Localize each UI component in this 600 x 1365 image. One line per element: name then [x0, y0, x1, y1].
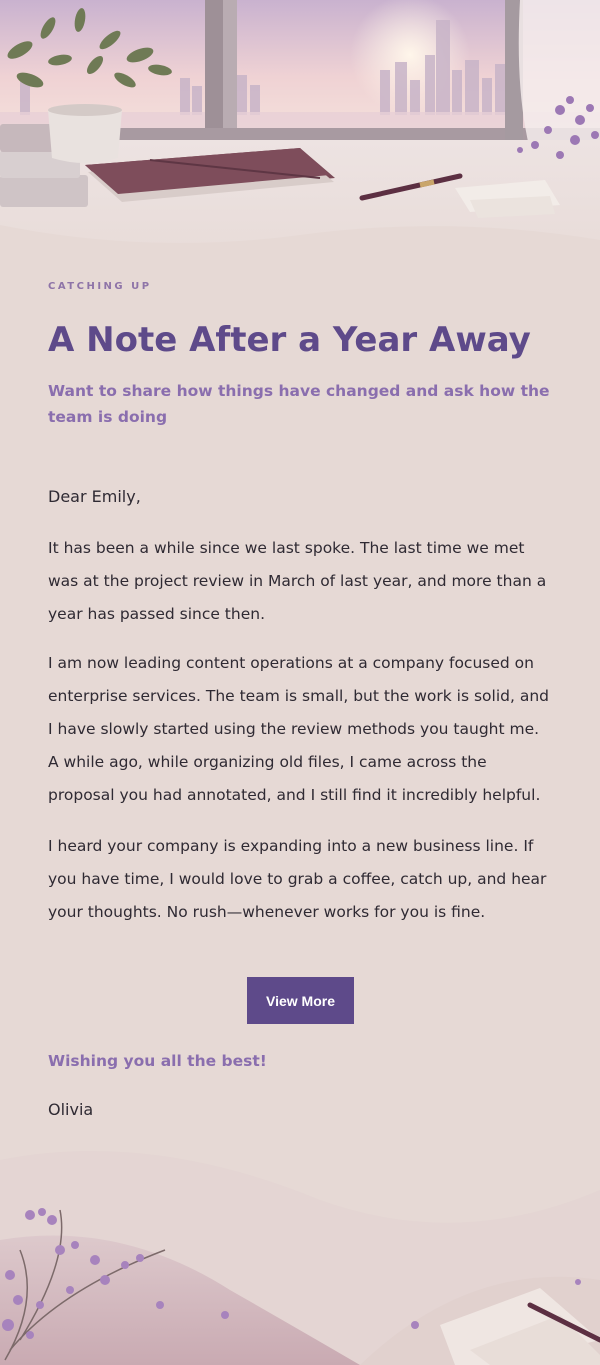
- lavender-desk-scene-icon: [0, 1140, 600, 1365]
- desk-window-scene-icon: [0, 0, 600, 300]
- letter-greeting: Dear Emily,: [48, 487, 141, 506]
- letter-paragraph: It has been a while since we last spoke. The last time we met was at the project review in March of last year, and more than a year has passed since then.: [48, 539, 547, 623]
- header-illustration: [0, 0, 600, 300]
- letter-signature: Olivia: [48, 1100, 94, 1119]
- page-title: A Note After a Year Away: [48, 320, 531, 360]
- letter-closing: Wishing you all the best!: [48, 1052, 267, 1070]
- eyebrow-label: CATCHING UP: [48, 281, 152, 292]
- view-more-button[interactable]: View More: [247, 977, 354, 1024]
- letter-paragraph: I heard your company is expanding into a new business line. If you have time, I would love to grab a coffee, catch up, and hear your thoughts. No rush—whenever works for you is fine.: [48, 837, 547, 921]
- page-subtitle: Want to share how things have changed and ask how the team is doing: [48, 382, 550, 426]
- footer-illustration: [0, 1140, 600, 1365]
- letter-paragraph: I am now leading content operations at a company focused on enterprise services. The team is small, but the work is solid, and I have slowly started using the review methods you taught me. A while ago, while organizing old files, I came across the proposal you had annotated, and I still find it incredibly helpful.: [48, 654, 549, 804]
